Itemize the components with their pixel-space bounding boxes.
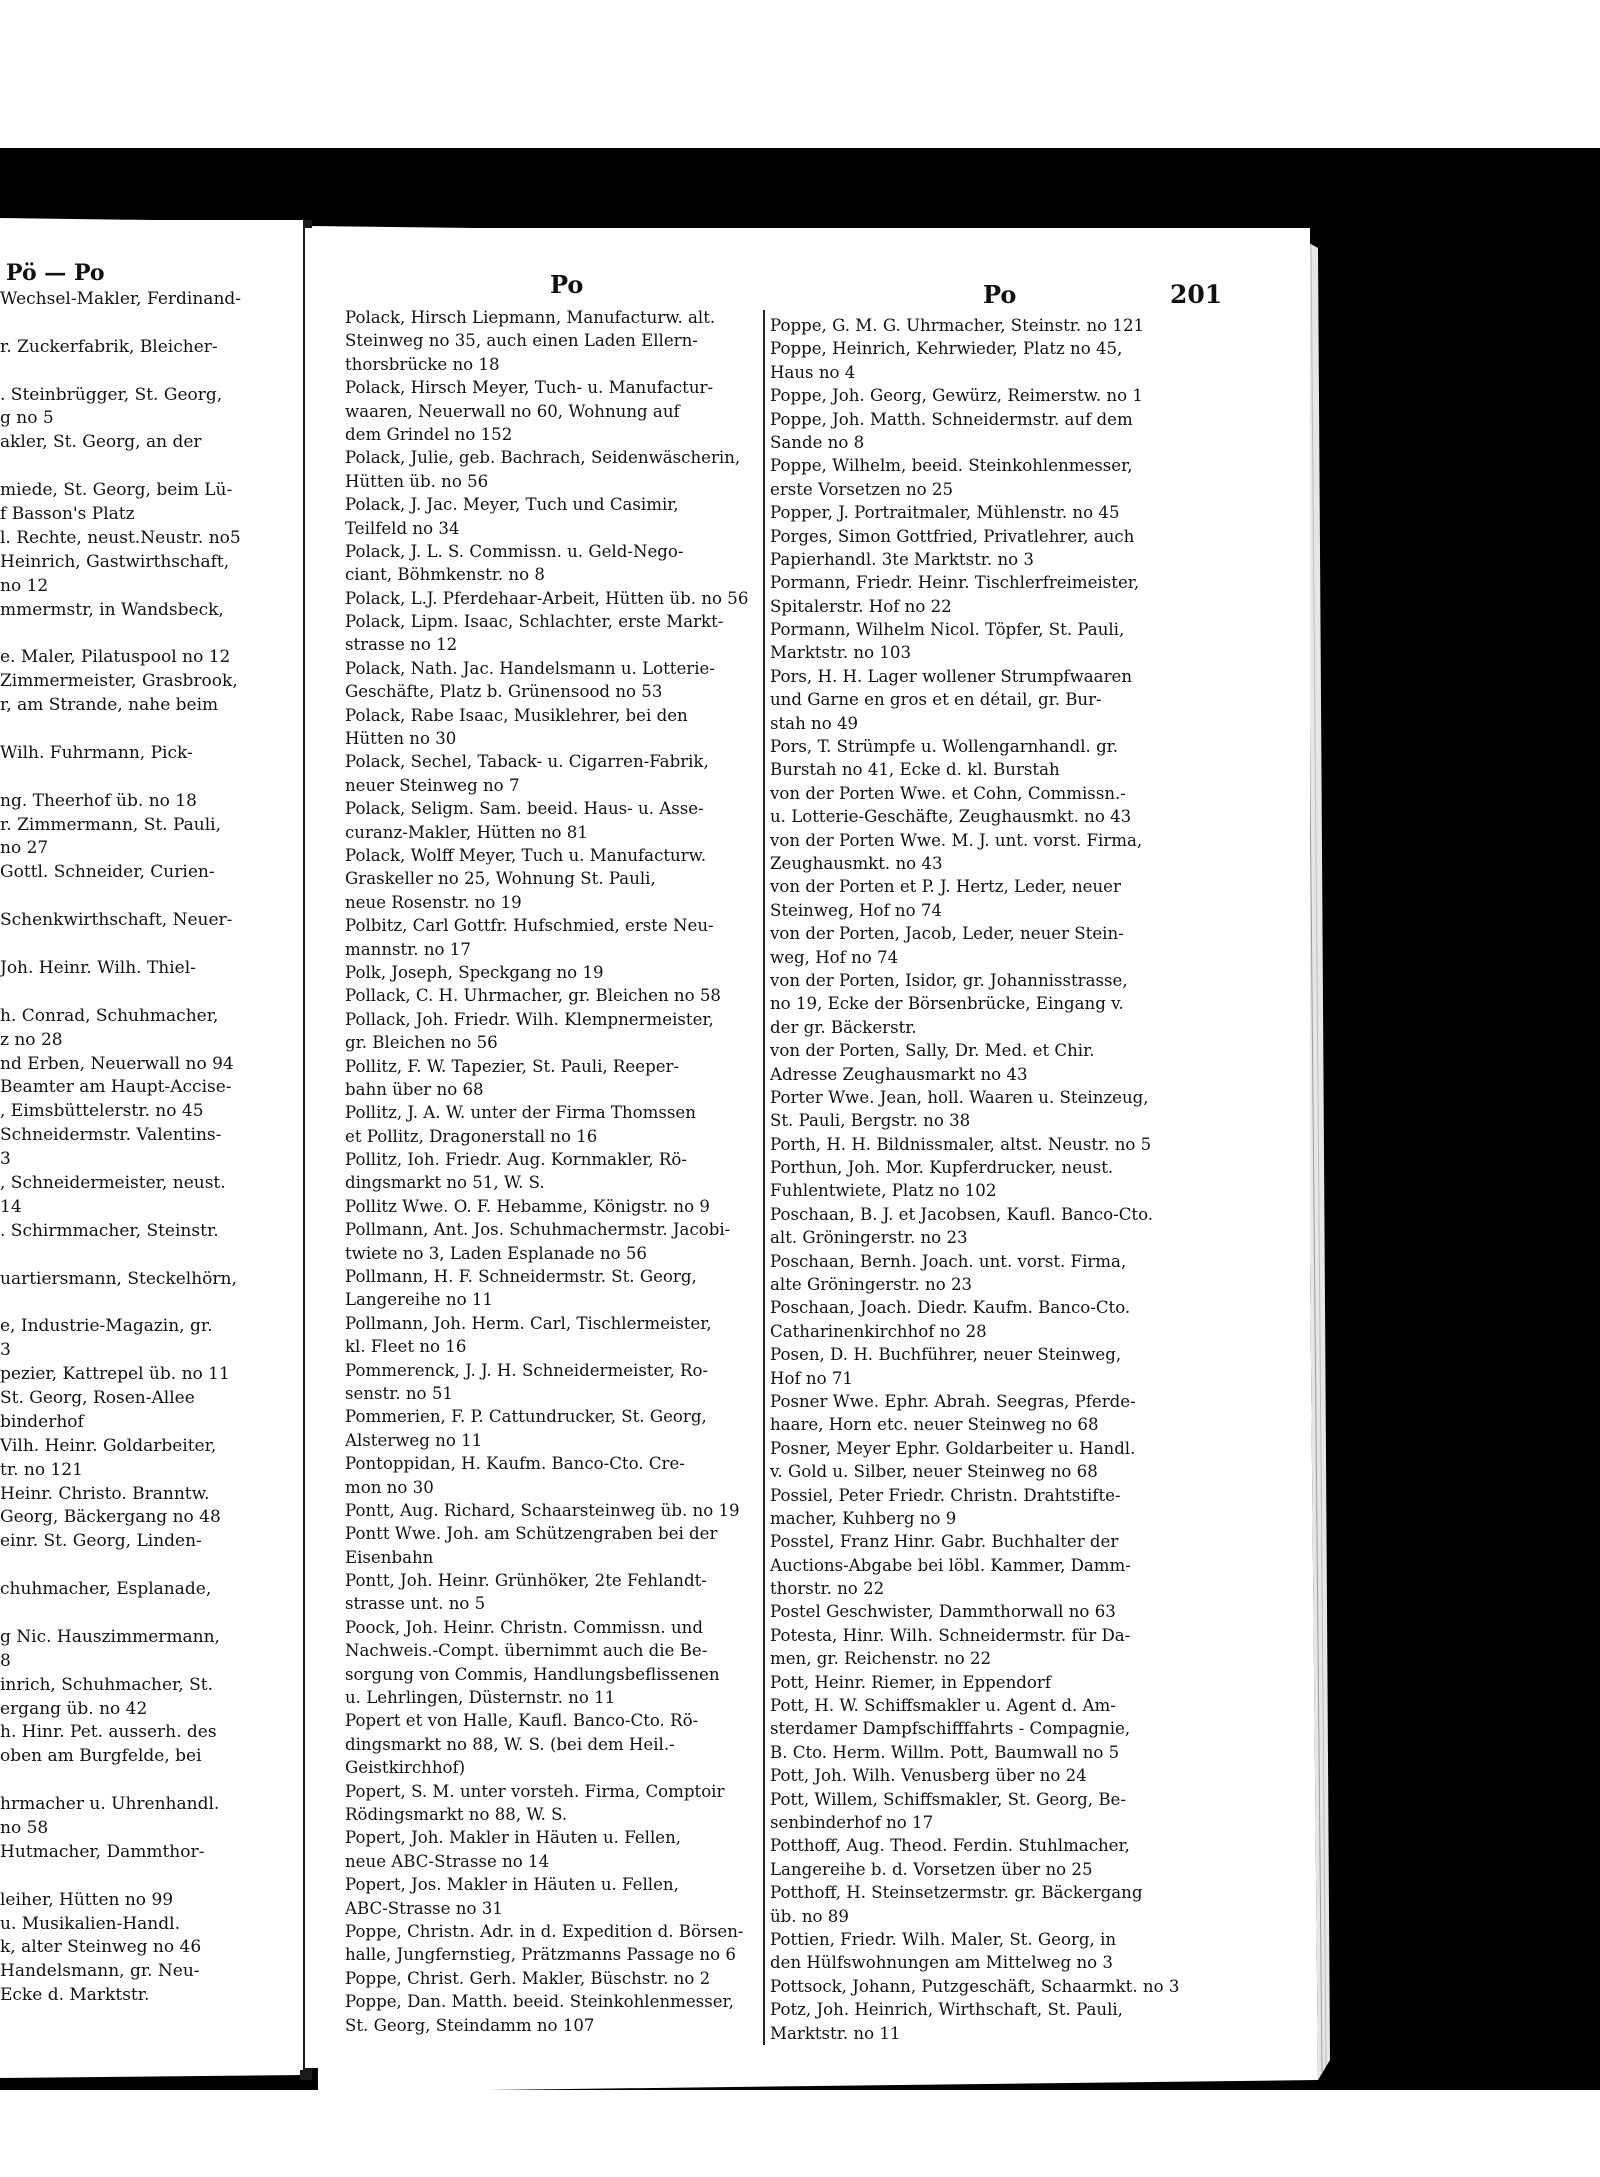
text-line: Schneidermstr. Valentins-	[0, 1125, 222, 1146]
directory-line: Poppe, Wilhelm, beeid. Steinkohlenmesser,	[770, 456, 1133, 476]
text-line: r, am Strande, nahe beim	[0, 695, 219, 716]
text-line: k, alter Steinweg no 46	[0, 1937, 202, 1958]
directory-line: Pott, H. W. Schiffsmakler u. Agent d. Am-	[770, 1696, 1116, 1716]
text-line: Handelsmann, gr. Neu-	[0, 1961, 200, 1982]
directory-line: Alsterweg no 11	[345, 1430, 483, 1450]
directory-line: den Hülfswohnungen am Mittelweg no 3	[770, 1953, 1113, 1973]
text-line: ergang üb. no 42	[0, 1698, 148, 1719]
directory-line: Poppe, Joh. Matth. Schneidermstr. auf dem	[770, 409, 1133, 429]
text-line: binderhof	[0, 1411, 84, 1432]
text-line: g no 5	[0, 408, 54, 429]
directory-line: kl. Fleet no 16	[345, 1337, 467, 1357]
directory-line: Poppe, Dan. Matth. beeid. Steinkohlenmesser,	[345, 1992, 734, 2012]
directory-line: St. Pauli, Bergstr. no 38	[770, 1111, 971, 1131]
directory-line: Polack, Nath. Jac. Handelsmann u. Lotterie-	[345, 658, 715, 678]
directory-line: Polack, Seligm. Sam. beeid. Haus- u. Asse-	[345, 799, 704, 819]
text-line	[0, 933, 300, 957]
directory-line: Porges, Simon Gottfried, Privatlehrer, auch	[770, 526, 1135, 546]
text-line: 8	[0, 1650, 11, 1671]
directory-line: Burstah no 41, Ecke d. kl. Burstah	[770, 760, 1060, 780]
directory-line: Porter Wwe. Jean, holl. Waaren u. Steinzeug,	[770, 1087, 1149, 1107]
directory-line: Auctions-Abgabe bei löbl. Kammer, Damm-	[770, 1555, 1131, 1575]
directory-line: Pott, Joh. Wilh. Venusberg über no 24	[770, 1766, 1087, 1786]
text-line: , Eimsbüttelerstr. no 45	[0, 1101, 204, 1122]
text-line: Joh. Heinr. Wilh. Thiel-	[0, 957, 196, 978]
directory-line: thorsbrücke no 18	[345, 354, 500, 374]
text-line: Beamter am Haupt-Accise-	[0, 1077, 232, 1098]
directory-line: waaren, Neuerwall no 60, Wohnung auf	[345, 401, 680, 421]
directory-line: Pollitz, F. W. Tapezier, St. Pauli, Reeper-	[345, 1056, 680, 1076]
directory-line: Pottien, Friedr. Wilh. Maler, St. Georg, in	[770, 1929, 1117, 1949]
directory-line: von der Porten, Jacob, Leder, neuer Stein-	[770, 924, 1124, 944]
page-header-left: Po	[550, 270, 584, 299]
directory-line: Catharinenkirchhof no 28	[770, 1321, 987, 1341]
text-line: oben am Burgfelde, bei	[0, 1746, 202, 1767]
text-line	[0, 312, 300, 336]
text-line	[0, 1244, 300, 1268]
directory-line: curanz-Makler, Hütten no 81	[345, 822, 588, 842]
text-line	[0, 1865, 300, 1889]
text-line: e. Maler, Pilatuspool no 12	[0, 647, 231, 668]
directory-line: bahn über no 68	[345, 1079, 484, 1099]
directory-line: Popper, J. Portraitmaler, Mühlenstr. no 45	[770, 503, 1120, 523]
directory-line: Pollmann, H. F. Schneidermstr. St. Georg,	[345, 1267, 697, 1287]
text-line	[0, 1769, 300, 1793]
directory-line: u. Lehrlingen, Düsternstr. no 11	[345, 1688, 616, 1708]
text-line	[0, 766, 300, 790]
directory-line: dingsmarkt no 51, W. S.	[345, 1173, 545, 1193]
directory-line: ABC-Strasse no 31	[345, 1898, 503, 1918]
text-line: Schenkwirthschaft, Neuer-	[0, 910, 233, 931]
text-line	[0, 718, 300, 742]
directory-line: der gr. Bäckerstr.	[770, 1017, 917, 1037]
text-line: no 58	[0, 1818, 49, 1838]
directory-line: Postel Geschwister, Dammthorwall no 63	[770, 1602, 1116, 1622]
directory-line: von der Porten, Sally, Dr. Med. et Chir.	[770, 1041, 1095, 1061]
text-line: Zimmermeister, Grasbrook,	[0, 671, 238, 692]
directory-line: Potthoff, H. Steinsetzermstr. gr. Bäckergang	[770, 1883, 1143, 1903]
directory-line: Polack, L.J. Pferdehaar-Arbeit, Hütten üb. no 56	[345, 588, 749, 608]
directory-line: sterdamer Dampfschifffahrts - Compagnie,	[770, 1719, 1131, 1739]
text-line: akler, St. Georg, an der	[0, 432, 202, 453]
directory-line: Pontoppidan, H. Kaufm. Banco-Cto. Cre-	[345, 1454, 685, 1474]
directory-line: Pollmann, Joh. Herm. Carl, Tischlermeister,	[345, 1313, 712, 1333]
text-line: ng. Theerhof üb. no 18	[0, 790, 197, 811]
text-line: hrmacher u. Uhrenhandl.	[0, 1794, 220, 1815]
directory-line: von der Porten Wwe. et Cohn, Commissn.-	[770, 783, 1126, 803]
directory-line: Geschäfte, Platz b. Grünensood no 53	[345, 682, 663, 702]
directory-line: von der Porten Wwe. M. J. unt. vorst. Firma,	[770, 830, 1143, 850]
directory-line: Papierhandl. 3te Marktstr. no 3	[770, 549, 1034, 569]
directory-line: Posner, Meyer Ephr. Goldarbeiter u. Handl.	[770, 1438, 1136, 1458]
directory-line: senstr. no 51	[345, 1383, 453, 1403]
directory-line: et Pollitz, Dragonerstall no 16	[345, 1126, 598, 1146]
directory-line: mannstr. no 17	[345, 939, 471, 959]
text-line	[0, 1602, 300, 1626]
directory-line: Polack, J. Jac. Meyer, Tuch und Casimir,	[345, 495, 679, 515]
directory-line: Polack, Hirsch Liepmann, Manufacturw. alt.	[345, 308, 716, 327]
directory-line: no 19, Ecke der Börsenbrücke, Eingang v.	[770, 994, 1124, 1014]
directory-line: Fuhlentwiete, Platz no 102	[770, 1181, 997, 1201]
text-line: miede, St. Georg, beim Lü-	[0, 480, 233, 501]
directory-line: und Garne en gros et en détail, gr. Bur-	[770, 690, 1102, 710]
directory-line: Pontt, Aug. Richard, Schaarsteinweg üb. no 19	[345, 1500, 740, 1520]
text-line: , Schneidermeister, neust.	[0, 1172, 226, 1193]
directory-line: Potz, Joh. Heinrich, Wirthschaft, St. Pauli,	[770, 2000, 1123, 2020]
text-line: . Steinbrügger, St. Georg,	[0, 384, 223, 405]
text-line: 3	[0, 1340, 11, 1361]
directory-line: Poppe, Heinrich, Kehrwieder, Platz no 45,	[770, 339, 1123, 359]
text-line: 14	[0, 1196, 22, 1217]
text-line: Hutmacher, Dammthor-	[0, 1841, 205, 1862]
directory-line: Pottsock, Johann, Putzgeschäft, Schaarmkt. no 3	[770, 1976, 1180, 1996]
directory-line: Geistkirchhof)	[345, 1758, 466, 1778]
right-page	[305, 228, 1310, 2068]
directory-line: alte Gröningerstr. no 23	[770, 1275, 973, 1295]
directory-line: strasse unt. no 5	[345, 1594, 486, 1614]
directory-line: ciant, Böhmkenstr. no 8	[345, 565, 545, 585]
text-line: inrich, Schuhmacher, St.	[0, 1674, 213, 1695]
text-line: Georg, Bäckergang no 48	[0, 1507, 221, 1528]
directory-line: Pollack, Joh. Friedr. Wilh. Klempnermeister,	[345, 1009, 714, 1029]
directory-line: neue Rosenstr. no 19	[345, 892, 522, 912]
directory-line: Hütten no 30	[345, 729, 457, 749]
directory-line: Polack, Hirsch Meyer, Tuch- u. Manufactur-	[345, 378, 714, 398]
directory-line: Teilfeld no 34	[345, 518, 460, 538]
text-line: Ecke d. Marktstr.	[0, 1985, 150, 2006]
text-line: h. Conrad, Schuhmacher,	[0, 1005, 219, 1026]
directory-line: thorstr. no 22	[770, 1579, 885, 1599]
text-line: Gottl. Schneider, Curien-	[0, 862, 215, 883]
directory-line: dingsmarkt no 88, W. S. (bei dem Heil.-	[345, 1734, 675, 1754]
text-line: leiher, Hütten no 99	[0, 1889, 174, 1910]
text-line: r. Zuckerfabrik, Bleicher-	[0, 336, 218, 357]
text-line: chuhmacher, Esplanade,	[0, 1579, 212, 1600]
directory-line: macher, Kuhberg no 9	[770, 1508, 957, 1528]
text-line: e, Industrie-Magazin, gr.	[0, 1316, 213, 1337]
directory-line: sorgung von Commis, Handlungsbeflissenen	[345, 1664, 720, 1684]
left-page-header: Pö — Po	[6, 260, 105, 286]
directory-line: mon no 30	[345, 1477, 434, 1497]
directory-line: Popert, Jos. Makler in Häuten u. Fellen,	[345, 1875, 679, 1895]
directory-line: Pollitz, J. A. W. unter der Firma Thomssen	[345, 1103, 696, 1123]
text-line: mmermstr, in Wandsbeck,	[0, 599, 224, 620]
directory-line: Hütten üb. no 56	[345, 471, 489, 491]
directory-line: Adresse Zeughausmarkt no 43	[770, 1064, 1028, 1084]
directory-line: Langereihe no 11	[345, 1290, 493, 1310]
directory-line: Pollack, C. H. Uhrmacher, gr. Bleichen no 58	[345, 986, 721, 1006]
text-line	[0, 622, 300, 646]
text-line: Heinr. Christo. Branntw.	[0, 1483, 210, 1504]
directory-line: halle, Jungfernstieg, Prätzmanns Passage no 6	[345, 1945, 736, 1965]
text-line: u. Musikalien-Handl.	[0, 1913, 180, 1934]
directory-line: erste Vorsetzen no 25	[770, 479, 954, 499]
directory-line: Pors, H. H. Lager wollener Strumpfwaaren	[770, 666, 1133, 686]
text-line: St. Georg, Rosen-Allee	[0, 1387, 195, 1408]
directory-line: Poppe, Christ. Gerh. Makler, Büschstr. no 2	[345, 1968, 711, 1988]
directory-line: Poppe, Christn. Adr. in d. Expedition d. Börsen-	[345, 1921, 744, 1941]
directory-line: St. Georg, Steindamm no 107	[345, 2015, 595, 2035]
directory-line: Steinweg, Hof no 74	[770, 900, 942, 920]
directory-line: Polack, Lipm. Isaac, Schlachter, erste Markt-	[345, 612, 724, 632]
directory-line: Pott, Heinr. Riemer, in Eppendorf	[770, 1672, 1051, 1692]
directory-line: Poschaan, Joach. Diedr. Kaufm. Banco-Cto.	[770, 1298, 1131, 1318]
directory-line: Graskeller no 25, Wohnung St. Pauli,	[345, 869, 656, 889]
directory-line: Polack, Sechel, Taback- u. Cigarren-Fabrik,	[345, 752, 709, 772]
directory-line: stah no 49	[770, 713, 859, 733]
directory-line: Porthun, Joh. Mor. Kupferdrucker, neust.	[770, 1158, 1114, 1178]
directory-line: dem Grindel no 152	[345, 424, 513, 444]
directory-line: weg, Hof no 74	[770, 947, 899, 967]
directory-line: Potthoff, Aug. Theod. Ferdin. Stuhlmacher,	[770, 1836, 1130, 1856]
directory-line: Posen, D. H. Buchführer, neuer Steinweg,	[770, 1345, 1122, 1365]
text-line: h. Hinr. Pet. ausserh. des	[0, 1722, 217, 1743]
directory-line: Haus no 4	[770, 362, 856, 382]
page-number: 201	[1170, 280, 1223, 309]
text-column-left	[345, 306, 760, 2037]
directory-line: von der Porten, Isidor, gr. Johannisstrasse,	[770, 970, 1128, 990]
text-column-right	[770, 314, 1185, 2045]
directory-line: Steinweg no 35, auch einen Laden Ellern-	[345, 331, 698, 351]
text-line	[0, 1554, 300, 1578]
text-line: z no 28	[0, 1029, 63, 1050]
directory-line: u. Lotterie-Geschäfte, Zeughausmkt. no 43	[770, 807, 1132, 827]
directory-line: Poppe, G. M. G. Uhrmacher, Steinstr. no 121	[770, 316, 1145, 335]
text-line: g Nic. Hauszimmermann,	[0, 1626, 220, 1647]
directory-line: Poschaan, B. J. et Jacobsen, Kaufl. Banco-Cto.	[770, 1204, 1154, 1224]
directory-line: Posstel, Franz Hinr. Gabr. Buchhalter der	[770, 1532, 1119, 1552]
column-divider	[763, 310, 765, 2045]
directory-line: Pollitz Wwe. O. F. Hebamme, Königstr. no 9	[345, 1196, 710, 1216]
directory-line: von der Porten et P. J. Hertz, Leder, neuer	[770, 877, 1121, 897]
text-line	[0, 885, 300, 909]
text-line: no 27	[0, 838, 49, 859]
directory-line: üb. no 89	[770, 1906, 849, 1926]
directory-line: neue ABC-Strasse no 14	[345, 1851, 550, 1871]
text-line	[0, 455, 300, 479]
directory-line: Sande no 8	[770, 432, 865, 452]
directory-line: Possiel, Peter Friedr. Christn. Drahtstifte-	[770, 1485, 1121, 1505]
directory-line: alt. Gröningerstr. no 23	[770, 1228, 968, 1248]
text-line: uartiersmann, Steckelhörn,	[0, 1268, 237, 1289]
directory-line: Posner Wwe. Ephr. Abrah. Seegras, Pferde-	[770, 1391, 1136, 1411]
directory-line: Rödingsmarkt no 88, W. S.	[345, 1805, 568, 1824]
directory-line: Pors, T. Strümpfe u. Wollengarnhandl. gr.	[770, 737, 1119, 757]
directory-line: Popert et von Halle, Kaufl. Banco-Cto. Rö-	[345, 1711, 699, 1731]
text-line	[0, 360, 300, 384]
directory-line: B. Cto. Herm. Willm. Pott, Baumwall no 5	[770, 1742, 1120, 1762]
text-line: tr. no 121	[0, 1459, 83, 1480]
directory-line: Poppe, Joh. Georg, Gewürz, Reimerstw. no 1	[770, 386, 1143, 406]
directory-line: Langereihe b. d. Vorsetzen über no 25	[770, 1859, 1093, 1879]
directory-line: Pormann, Wilhelm Nicol. Töpfer, St. Pauli,	[770, 620, 1125, 640]
directory-line: Popert, S. M. unter vorsteh. Firma, Comptoir	[345, 1781, 725, 1801]
directory-line: Polack, Wolff Meyer, Tuch u. Manufacturw.	[345, 845, 707, 865]
text-line: r. Zimmermann, St. Pauli,	[0, 814, 222, 835]
text-line: nd Erben, Neuerwall no 94	[0, 1053, 234, 1074]
directory-line: Eisenbahn	[345, 1547, 434, 1567]
directory-line: Pollmann, Ant. Jos. Schuhmachermstr. Jacobi-	[345, 1220, 731, 1240]
directory-line: Pollitz, Ioh. Friedr. Aug. Kornmakler, Rö-	[345, 1150, 687, 1170]
directory-line: haare, Horn etc. neuer Steinweg no 68	[770, 1415, 1099, 1435]
text-line: Wechsel-Makler, Ferdinand-	[0, 289, 242, 309]
directory-line: Poschaan, Bernh. Joach. unt. vorst. Firma,	[770, 1251, 1127, 1271]
directory-line: neuer Steinweg no 7	[345, 775, 520, 795]
directory-line: senbinderhof no 17	[770, 1813, 934, 1832]
directory-line: Pott, Willem, Schiffsmakler, St. Georg, Be-	[770, 1789, 1126, 1809]
directory-line: Poock, Joh. Heinr. Christn. Commissn. und	[345, 1617, 703, 1637]
left-page-text-column	[0, 288, 300, 2008]
directory-line: Pommerien, F. P. Cattundrucker, St. Georg,	[345, 1407, 707, 1427]
text-line: einr. St. Georg, Linden-	[0, 1531, 202, 1552]
directory-line: Hof no 71	[770, 1368, 853, 1388]
directory-line: Pormann, Friedr. Heinr. Tischlerfreimeister,	[770, 573, 1140, 593]
directory-line: Marktstr. no 11	[770, 2023, 901, 2043]
directory-line: gr. Bleichen no 56	[345, 1033, 498, 1053]
directory-line: Zeughausmkt. no 43	[770, 853, 943, 873]
directory-line: Nachweis.-Compt. übernimmt auch die Be-	[345, 1641, 708, 1661]
text-line: f Basson's Platz	[0, 504, 135, 525]
text-line: . Schirmmacher, Steinstr.	[0, 1220, 219, 1241]
directory-line: Potesta, Hinr. Wilh. Schneidermstr. für Da-	[770, 1625, 1131, 1645]
text-line: Vilh. Heinr. Goldarbeiter,	[0, 1435, 217, 1456]
text-line: pezier, Kattrepel üb. no 11	[0, 1364, 230, 1385]
text-line: Heinrich, Gastwirthschaft,	[0, 551, 230, 572]
directory-line: Polack, Rabe Isaac, Musiklehrer, bei den	[345, 705, 688, 725]
directory-line: Popert, Joh. Makler in Häuten u. Fellen,	[345, 1828, 682, 1848]
text-line	[0, 1291, 300, 1315]
directory-line: twiete no 3, Laden Esplanade no 56	[345, 1243, 647, 1263]
text-line: 3	[0, 1149, 11, 1170]
directory-line: Polack, Julie, geb. Bachrach, Seidenwäscherin,	[345, 448, 741, 468]
directory-line: Polack, J. L. S. Commissn. u. Geld-Nego-	[345, 541, 684, 561]
directory-line: Spitalerstr. Hof no 22	[770, 596, 952, 616]
page-header-right: Po	[983, 280, 1017, 309]
text-line	[0, 981, 300, 1005]
directory-line: Pontt, Joh. Heinr. Grünhöker, 2te Fehlandt-	[345, 1571, 707, 1591]
directory-line: Pommerenck, J. J. H. Schneidermeister, Ro-	[345, 1360, 709, 1380]
text-line: Wilh. Fuhrmann, Pick-	[0, 742, 193, 763]
left-page	[0, 220, 303, 2070]
directory-line: Marktstr. no 103	[770, 643, 912, 663]
text-line: l. Rechte, neust.Neustr. no5	[0, 527, 241, 548]
directory-line: Pontt Wwe. Joh. am Schützengraben bei der	[345, 1524, 718, 1544]
directory-line: Polk, Joseph, Speckgang no 19	[345, 962, 604, 982]
directory-line: strasse no 12	[345, 635, 458, 655]
directory-line: men, gr. Reichenstr. no 22	[770, 1649, 992, 1669]
directory-line: Porth, H. H. Bildnissmaler, altst. Neustr. no 5	[770, 1134, 1152, 1154]
directory-line: Polbitz, Carl Gottfr. Hufschmied, erste Neu-	[345, 916, 714, 936]
directory-line: v. Gold u. Silber, neuer Steinweg no 68	[770, 1462, 1098, 1482]
text-line: no 12	[0, 575, 49, 596]
